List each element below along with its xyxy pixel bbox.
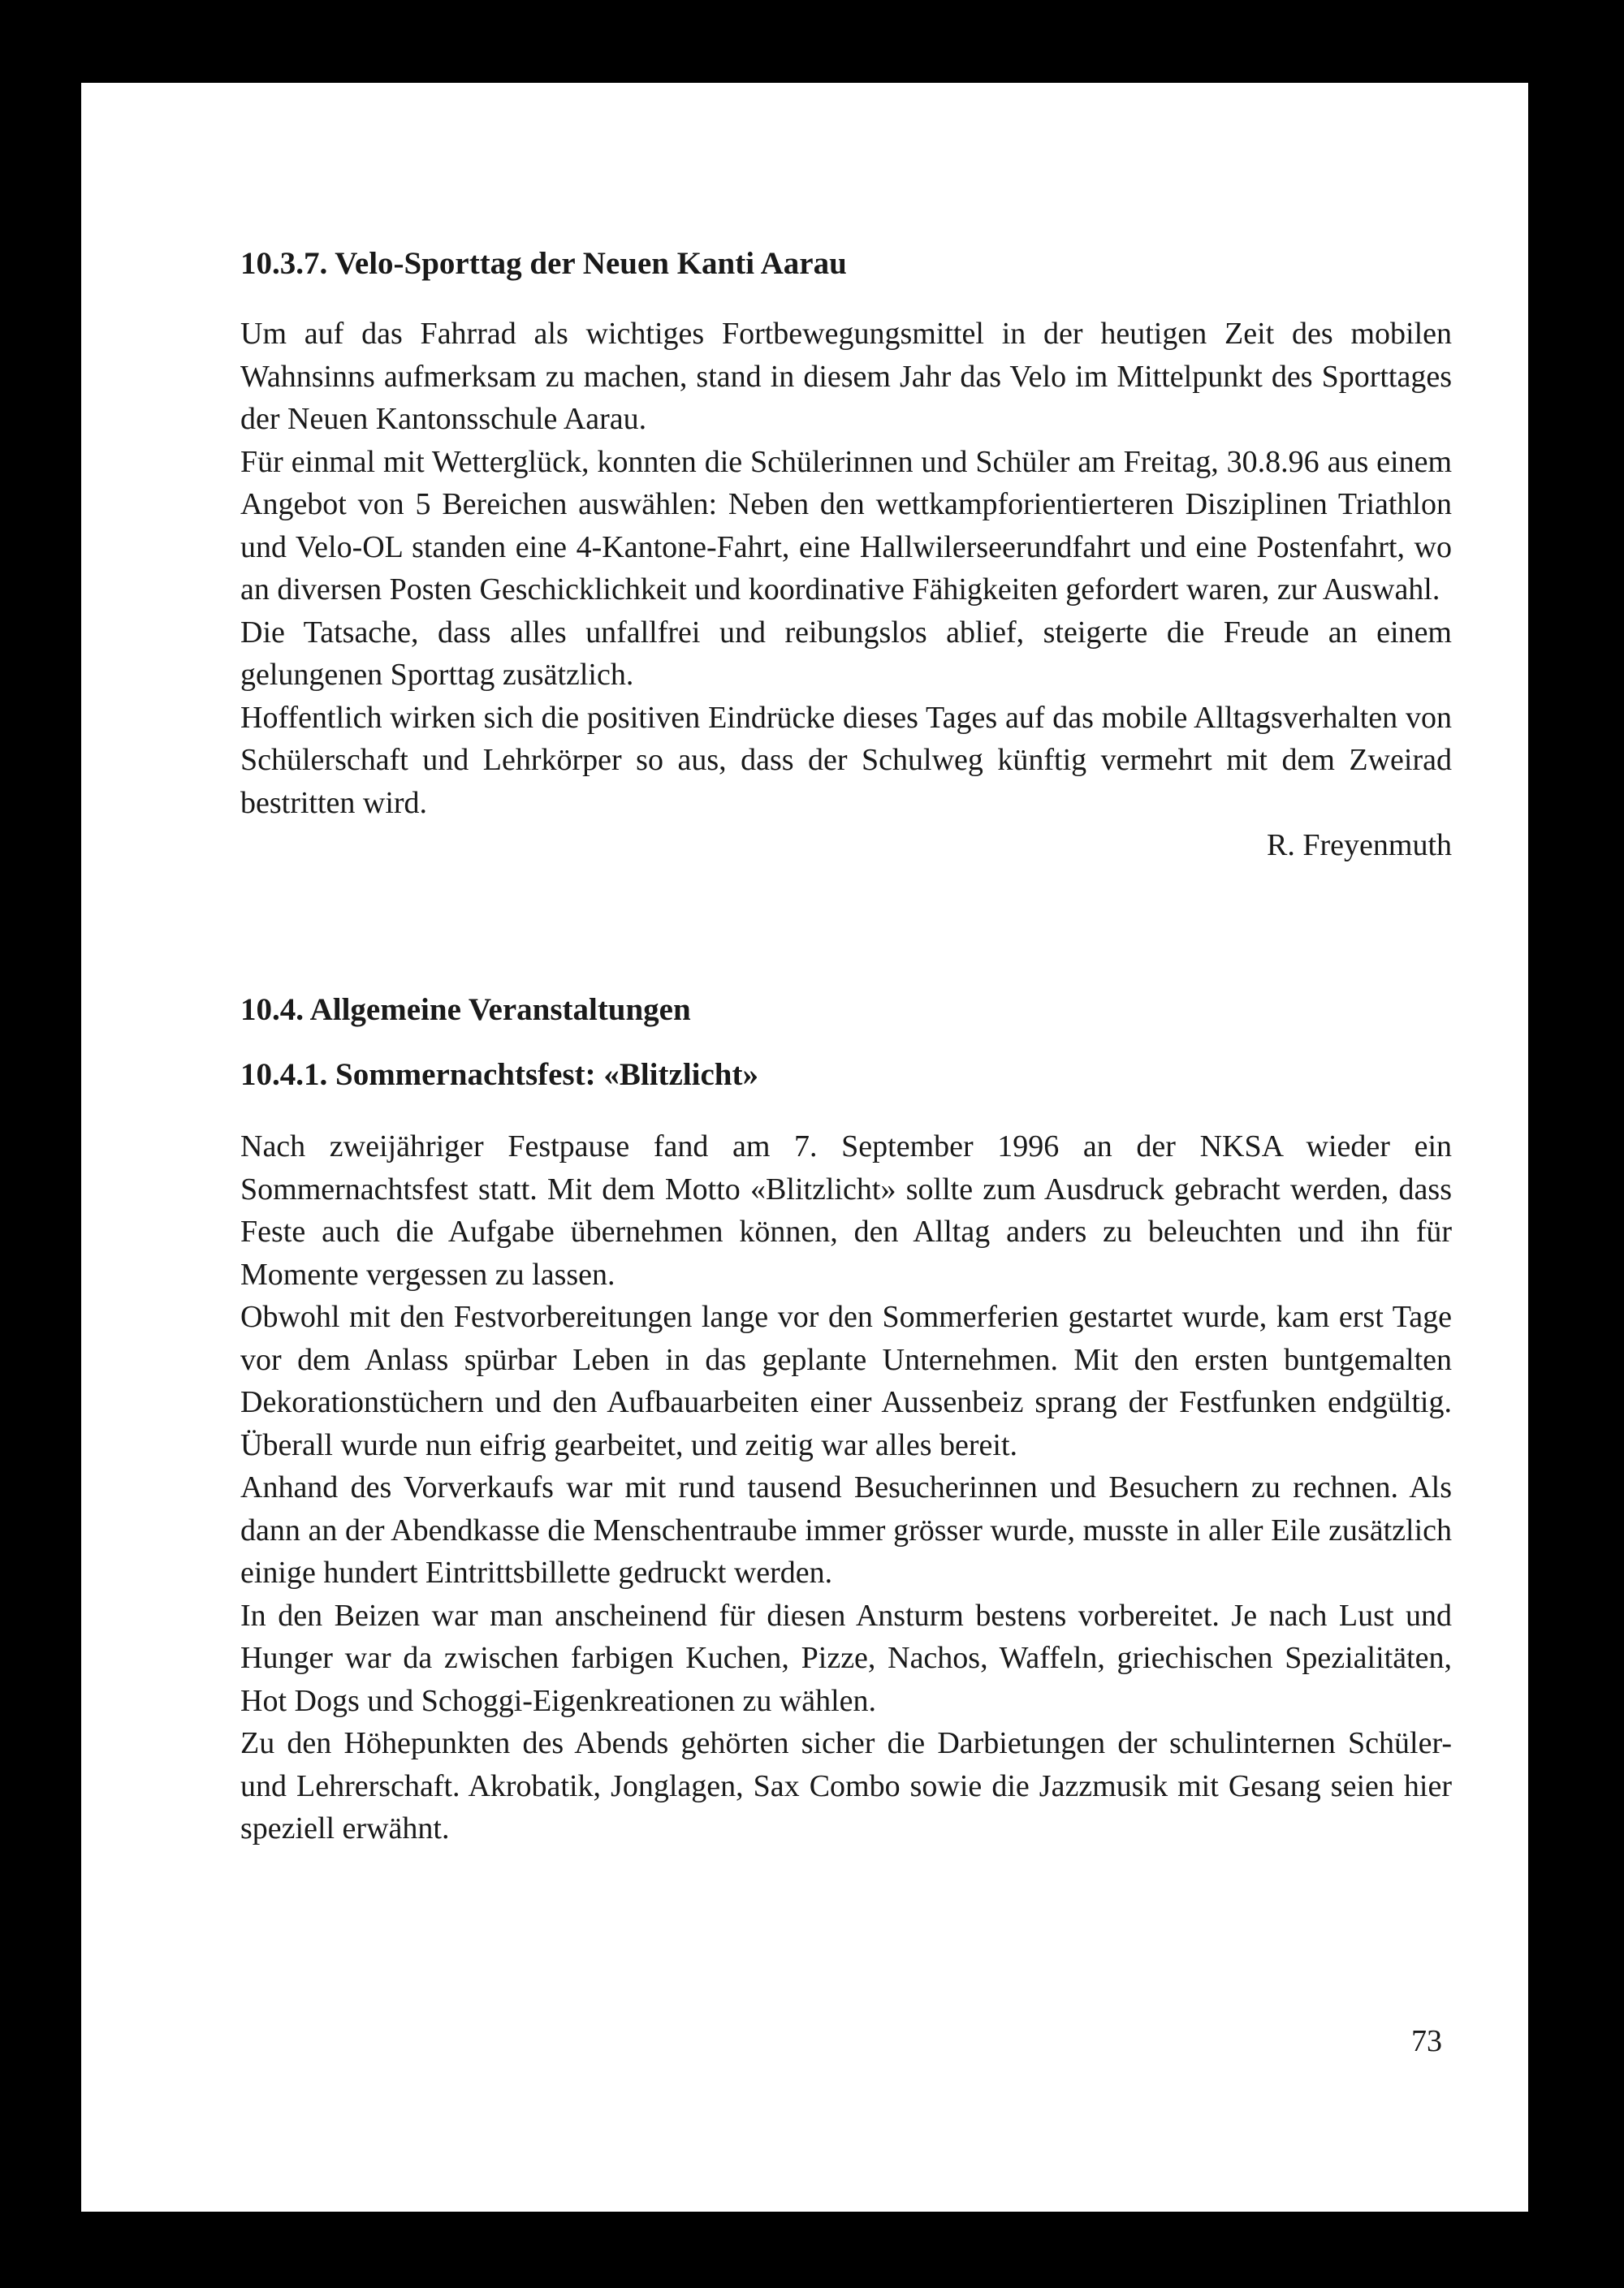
- section-heading-sommernachtsfest: 10.4.1. Sommernachtsfest: «Blitzlicht»: [240, 1057, 758, 1092]
- paragraph: In den Beizen war man anscheinend für diesen Ansturm bestens vorbereitet. Je nach Lust und Hunger war da zwischen farbigen Kuchen, Pizze, Nachos, Waffeln, griechischen Spezialitäten, Hot Dogs und Schoggi-Eigenkreationen zu wählen.: [240, 1598, 1452, 1718]
- paragraph: Um auf das Fahrrad als wichtiges Fortbewegungsmittel in der heutigen Zeit des mobilen Wahnsinns aufmerksam zu machen, stand in diesem Jahr das Velo im Mittelpunkt des Sporttages der Neuen Kantonsschule Aarau.: [240, 317, 1452, 436]
- section-sommernachtsfest: [240, 1054, 1452, 1850]
- paragraph: Nach zweijähriger Festpause fand am 7. September 1996 an der NKSA wieder ein Sommernachtsfest statt. Mit dem Motto «Blitzlicht» sollte zum Ausdruck gebracht werden, dass Feste auch die Aufgabe übernehmen können, den Alltag anders zu beleuchten und ihn für Momente vergessen zu lassen.: [240, 1129, 1452, 1292]
- section-velo-sporttag: [240, 243, 1452, 866]
- section-allgemeine-veranstaltungen: [240, 989, 1452, 1031]
- paragraph: Die Tatsache, dass alles unfallfrei und reibungslos ablief, steigerte die Freude an einem gelungenen Sporttag zusätzlich.: [240, 615, 1452, 692]
- section-body-sommernachtsfest: [240, 1125, 1452, 1850]
- paragraph: Zu den Höhepunkten des Abends gehörten sicher die Darbietungen der schulinternen Schüler- und Lehrerschaft. Akrobatik, Jonglagen, Sax Combo sowie die Jazzmusik mit Gesang seien hier speziell erwähnt.: [240, 1726, 1452, 1846]
- section-body-velo-sporttag: [240, 313, 1452, 824]
- author-signature: R. Freyenmuth: [1267, 828, 1452, 862]
- paragraph: Für einmal mit Wetterglück, konnten die Schülerinnen und Schüler am Freitag, 30.8.96 aus einem Angebot von 5 Bereichen auswählen: Neben den wettkampforientierteren Disziplinen Triathlon und Velo-OL standen eine 4-Kantone-Fahrt, eine Hallwilerseerundfahrt und eine Postenfahrt, wo an diversen Posten Geschicklichkeit und koordinative Fähigkeiten gefordert waren, zur Auswahl.: [240, 444, 1452, 607]
- page-number: 73: [1411, 2024, 1442, 2058]
- paragraph: Obwohl mit den Festvorbereitungen lange vor den Sommerferien gestartet wurde, kam erst Tage vor dem Anlass spürbar Leben in das geplante Unternehmen. Mit den ersten buntgemalten Dekorationstüchern und den Aufbauarbeiten einer Aussenbeiz sprang der Festfunken endgültig. Überall wurde nun eifrig gearbeitet, und zeitig war alles bereit.: [240, 1300, 1452, 1462]
- document-page: [81, 83, 1528, 2212]
- section-heading-allgemeine-veranstaltungen: 10.4. Allgemeine Veranstaltungen: [240, 992, 691, 1027]
- section-heading-velo-sporttag: 10.3.7. Velo-Sporttag der Neuen Kanti Aarau: [240, 246, 847, 281]
- paragraph: Anhand des Vorverkaufs war mit rund tausend Besucherinnen und Besuchern zu rechnen. Als dann an der Abendkasse die Menschentraube immer grösser wurde, musste in aller Eile zusätzlich einige hundert Eintrittsbillette gedruckt werden.: [240, 1470, 1452, 1590]
- paragraph: Hoffentlich wirken sich die positiven Eindrücke dieses Tages auf das mobile Alltagsverhalten von Schülerschaft und Lehrkörper so aus, dass der Schulweg künftig vermehrt mit dem Zweirad bestritten wird.: [240, 700, 1452, 820]
